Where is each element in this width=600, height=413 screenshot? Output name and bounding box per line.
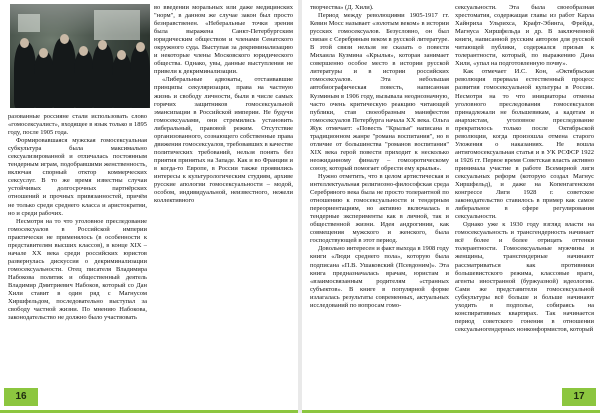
paragraph: Период между революциями 1905-1917 гг. Кевин Мосс называет «золотым веком» в истории русских гомосексуалов. Безусловно, он был связан с Серебряным веком в русской литературе. В этой связи нельзя не сказать о повести Михаила Кузмина «Крылья», которая занимает совершенно особое место в истории русской литературы и в истории российских гомосексуалов. Эта небольшая автобиографическая повесть, написанная Кузминым в 1906 году, вызывала неоднозначную, часто очень критическую реакцию читающей публики, став своеобразным манифестом гомосексуалов Петербурга начала XX века. Ольга Жук отмечает: «Повесть "Крылья" написана в традиционном жанре "романа воспитания", но в отличие от большинства "романов воспитания" XIX века герой повести приходит к несколько неожиданному финалу – гомоэротическому союзу, который помогает обрести ему крылья». bbox=[310, 12, 449, 172]
paragraph: Несмотря на то что уголовное преследование гомосексуалов в Российской империи практически не применялось (в особенности к представителям высших классов), в конце XIX – начале XX века среди российских юристов развернулась дискуссия о декриминализации гомосексуальности. Отец писателя Владимира Набокова политик и общественный деятель Владимир Дмитриевич Набоков, который со Дан Хили ставит в один ряд с Магнусом Хиршфельдом, последовательно выступал за свободу частной жизни. По мнению Набокова, законодательство не должно было участвовать bbox=[8, 217, 147, 322]
left-page-column-1 bbox=[8, 113, 147, 381]
paragraph: творчества» (Д. Хили). bbox=[310, 4, 374, 11]
paragraph: Довольно интересен и факт выхода в 1908 году книги «Люди среднего пола», которую была подписана «П.В. Ушаковский (Псевдоним)». Эта книга предназначалась врачам, юристам и «взаимосвязанным родителям «странных субъектов». В книге в популярной форме излагалась результаты современных, актуальных исследований по вопросам гомо- bbox=[310, 245, 449, 309]
paragraph: разованные россияне стали использовать слово «гомосексуалист», входящее в язык только в 1895 году, после 1905 года. bbox=[8, 113, 147, 137]
paragraph: сексуальности. Эта была своеобразная хрестоматия, содержащая главы из работ Карла Хайнриха Ульрихса, Крафт-Эбинга, Фрейда, Магнуса Хиршфельда и др. В заключенной книги, написанной русским автором для русской читающей публики, содержался призыв к толерантности, который, по выражению Дана Хили, «упал на подготовленную почву». bbox=[455, 4, 594, 68]
paragraph: во введении моральных или даже медицинских "норм", в данном же случае закон был просто безнравственен. «Неберальные точки зрения была выражена Санкт-Петербургским юридическим обществом и членами Сенатского окружного суда. Выступая за декриминализацию и некоторые члены Московского юридического общества. Однако, увы, данные выступления не привели к декриминализации. bbox=[154, 4, 293, 76]
right-page-column-2 bbox=[455, 4, 594, 381]
right-page bbox=[302, 0, 600, 413]
right-page-column-1 bbox=[310, 4, 449, 381]
paragraph: Формировавшаяся мужская гомосексуальная субкультура была максимально сексуализированной и отличалась постоянным тендерным играм, подобравшими женственность, включая спорный отктор коммерческих сексуслуг. В то же время известны случаи устойчивых долгосрочных партнёрских отношений и прочных привязанностей, причём не только среди среднего класса и аристократии, но и среди рабочих. bbox=[8, 137, 147, 217]
left-page bbox=[0, 0, 299, 413]
paragraph: «Либеральные адвокаты, отстаивавшие принципы секуляризации, права на частную жизнь и свободу личности, были в числе самых горячих защитников гомосексуальной эмансипации в Российской империи. Не будучи гомосексуалами, они стремились установить либеральный, правовой режим. Отсутствие организованного, сознающего собственные права движения гомосексуалов, требовавших в качестве политических требований, нельзя понять без приятия принятых на Западе. Как и во Франции и в когда-то Европе, в России также проявились интересы к культурологическим студиям, архиве русские апологии гомосексуальности – модой, особом, индивидуальной, неизвестного, нежели коллективного bbox=[154, 76, 293, 205]
paragraph: Как отмечает И.С. Кон, «Октябрьская революция прервала естественный процесс развития гомосексуальной культуры в России. Несмотря на то что инициаторы отмены уголовного преследования гомосексуалов принадлежали не большевикам, а кадетам и анархистам, уголовное преследование прекратилось только после Октябрьской революции, когда произошла отмена старого Уложения о наказаниях. Не вошла антигомосексуальная статья и в УК РСФСР 1922 и 1926 гг. Первое время Советская власть активно принимала участие в работе Всемирной лиги сексуальных реформ (которую создал Магнус Хиршфельд), и даже на Копенгагенском конгрессе Лиги 1928 г. советское законодательство ставилось в пример как самое либеральное в сфере регулирования сексуальности. bbox=[455, 68, 594, 221]
page-number-left: 16 bbox=[4, 388, 38, 406]
paragraph: Однако уже к 1930 году взгляд власти на гомосексуальность и трансгендерность начинает всё более и более отрицать оттенки толерантности. Гомосексуальные мужчины и женщины, трансгендерные начинают рассматриваться как противники большевистского режима, классовые враги, агенты иностранной (буржуазной) идеологии. Сами же представители гомосексуальной субкультуры всё больше и больше начинают уходить в подполье, собираясь на конспиративных квартирах. Так начинается период советского гонения в отношении сексуальногендерных нонконформистов, который bbox=[455, 221, 594, 333]
paragraph: Нужно отметить, что в целом артистическая и интеллектуальная религиозно-философская среда Серебряного века была не просто толерантной по отношению к гомосексуальности и тендерным переориентациям, но активно включалась в тендерные эксперименты как в личной, так и общественной жизни. Идея андрогинии, как совмещения мужского и женского, была господствующей в этот период. bbox=[310, 172, 449, 245]
left-page-column-2 bbox=[154, 4, 293, 381]
page-number-right: 17 bbox=[562, 388, 596, 406]
archival-crowd-photo bbox=[10, 4, 150, 108]
